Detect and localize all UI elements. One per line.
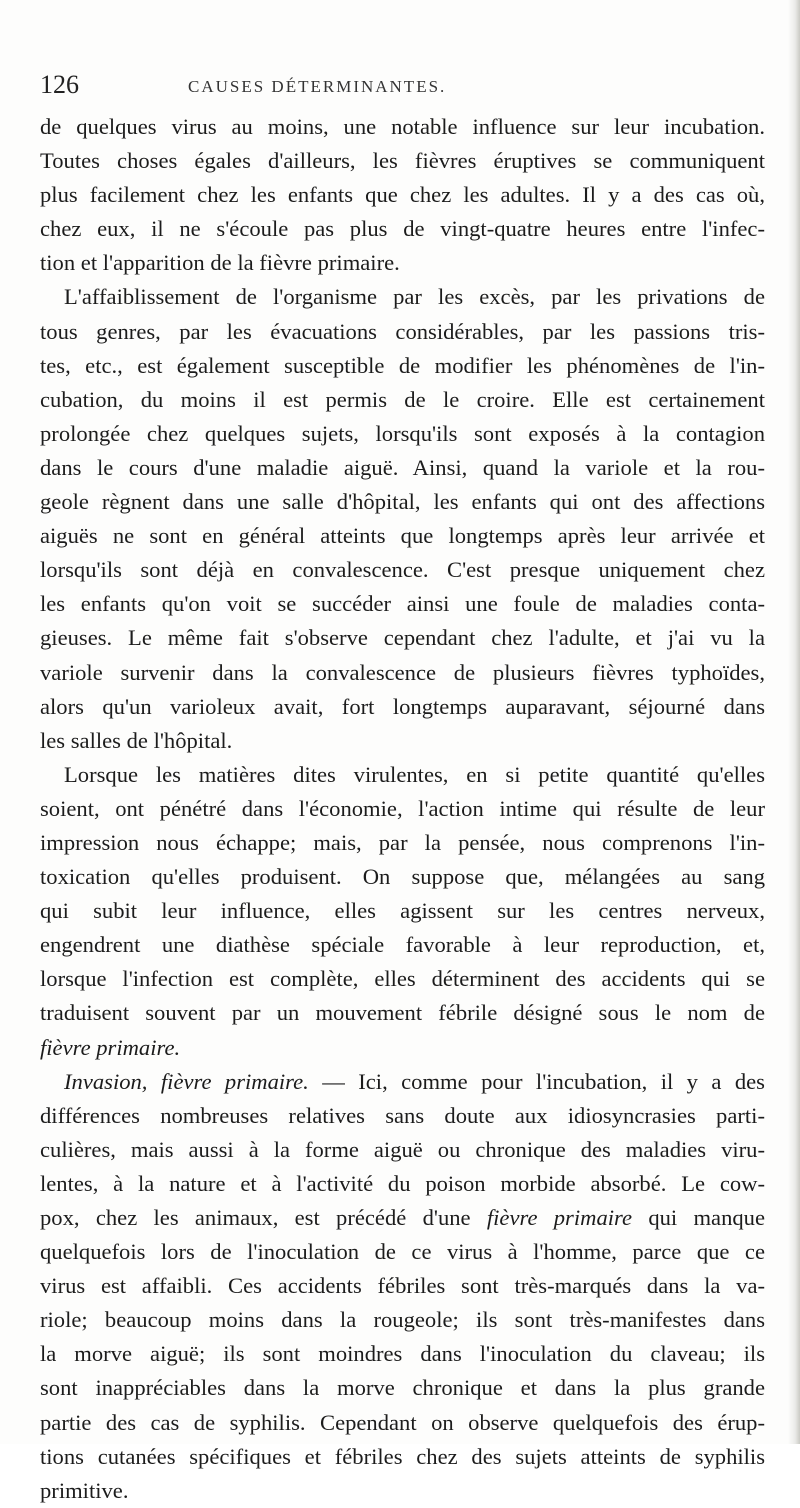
- text-line: [40, 1201, 765, 1235]
- text-run: qui manque: [632, 1205, 766, 1230]
- text-line: tous genres, par les évacuations considérables, par les passions tris-: [40, 318, 765, 344]
- text-line: cubation, du moins il est permis de le croire. Elle est certainement: [40, 386, 765, 412]
- text-line: riole; beaucoup moins dans la rougeole; ils sont très-manifestes dans: [40, 1307, 765, 1333]
- text-line: gieuses. Le même fait s'observe cependant chez l'adulte, et j'ai vu la: [40, 625, 765, 651]
- text-line: chez eux, il ne s'écoule pas plus de vingt-quatre heures entre l'infec-: [40, 216, 765, 242]
- text-line: alors qu'un varioleux avait, fort longtemps auparavant, séjourné dans: [40, 693, 765, 719]
- section-heading: Invasion, fièvre primaire.: [64, 1068, 309, 1094]
- text-line: Toutes choses égales d'ailleurs, les fièvres éruptives se communiquent: [40, 148, 765, 174]
- text-line: geole règnent dans une salle d'hôpital, les enfants qui ont des affections: [40, 489, 765, 515]
- text-line: lentes, à la nature et à l'activité du poison morbide absorbé. Le cow-: [40, 1170, 765, 1196]
- text-line: soient, ont pénétré dans l'économie, l'action intime qui résulte de leur: [40, 795, 765, 821]
- text-line: quelquefois lors de l'inoculation de ce virus à l'homme, parce que ce: [40, 1239, 765, 1265]
- text-line: lorsqu'ils sont déjà en convalescence. C'est presque uniquement chez: [40, 557, 765, 583]
- text-line: primitive.: [40, 1477, 129, 1503]
- running-title: CAUSES DÉTERMINANTES.: [188, 77, 447, 96]
- text-line: virus est affaibli. Ces accidents fébriles sont très-marqués dans la va-: [40, 1273, 765, 1299]
- text-line: prolongée chez quelques sujets, lorsqu'ils sont exposés à la contagion: [40, 420, 765, 446]
- text-line: les salles de l'hôpital.: [40, 727, 233, 753]
- text-line: plus facilement chez les enfants que chez les adultes. Il y a des cas où,: [40, 182, 765, 208]
- text-line: culières, mais aussi à la forme aiguë ou chronique des maladies viru-: [40, 1136, 765, 1162]
- text-line: partie des cas de syphilis. Cependant on observe quelquefois des érup-: [40, 1409, 765, 1435]
- text-line: la morve aiguë; ils sont moindres dans l'inoculation du claveau; ils: [40, 1341, 765, 1367]
- body-text: [40, 110, 765, 1508]
- text-line: de quelques virus au moins, une notable influence sur leur incubation.: [40, 114, 765, 139]
- text-line: sont inappréciables dans la morve chronique et dans la plus grande: [40, 1375, 765, 1401]
- text-line: L'affaiblissement de l'organisme par les excès, par les privations de: [64, 284, 765, 310]
- text-line: lorsque l'infection est complète, elles déterminent des accidents qui se: [40, 966, 765, 992]
- text-line: Lorsque les matières dites virulentes, en si petite quantité qu'elles: [64, 761, 765, 787]
- text-line: tion et l'apparition de la fièvre primaire.: [40, 250, 400, 276]
- text-line: traduisent souvent par un mouvement fébrile désigné sous le nom de: [40, 1000, 765, 1026]
- running-head: [40, 70, 730, 100]
- page-number: 126: [40, 70, 79, 99]
- text-line: aiguës ne sont en général atteints que longtemps après leur arrivée et: [40, 523, 765, 549]
- page-edge-shadow: [788, 0, 800, 1444]
- text-line: engendrent une diathèse spéciale favorable à leur reproduction, et,: [40, 932, 765, 958]
- text-line: différences nombreuses relatives sans doute aux idiosyncrasies parti-: [40, 1102, 765, 1128]
- text-run: pox, chez les animaux, est précédé d'une: [40, 1205, 487, 1230]
- text-line: les enfants qu'on voit se succéder ainsi une foule de maladies conta-: [40, 591, 765, 617]
- text-line: tes, etc., est également susceptible de modifier les phénomènes de l'in-: [40, 352, 765, 378]
- text-line: [40, 1065, 765, 1099]
- text-line: fièvre primaire.: [40, 1034, 181, 1060]
- text-line: impression nous échappe; mais, par la pensée, nous comprenons l'in-: [40, 829, 765, 855]
- text-line: dans le cours d'une maladie aiguë. Ainsi, quand la variole et la rou-: [40, 454, 765, 480]
- text-line: toxication qu'elles produisent. On suppose que, mélangées au sang: [40, 864, 765, 890]
- text-run: — Ici, comme pour l'incubation, il y a des: [308, 1068, 765, 1094]
- italic-term: fièvre primaire: [486, 1205, 633, 1230]
- text-line: tions cutanées spécifiques et fébriles chez des sujets atteints de syphilis: [40, 1443, 765, 1469]
- text-line: variole survenir dans la convalescence de plusieurs fièvres typhoïdes,: [40, 659, 765, 685]
- text-line: qui subit leur influence, elles agissent sur les centres nerveux,: [40, 898, 765, 924]
